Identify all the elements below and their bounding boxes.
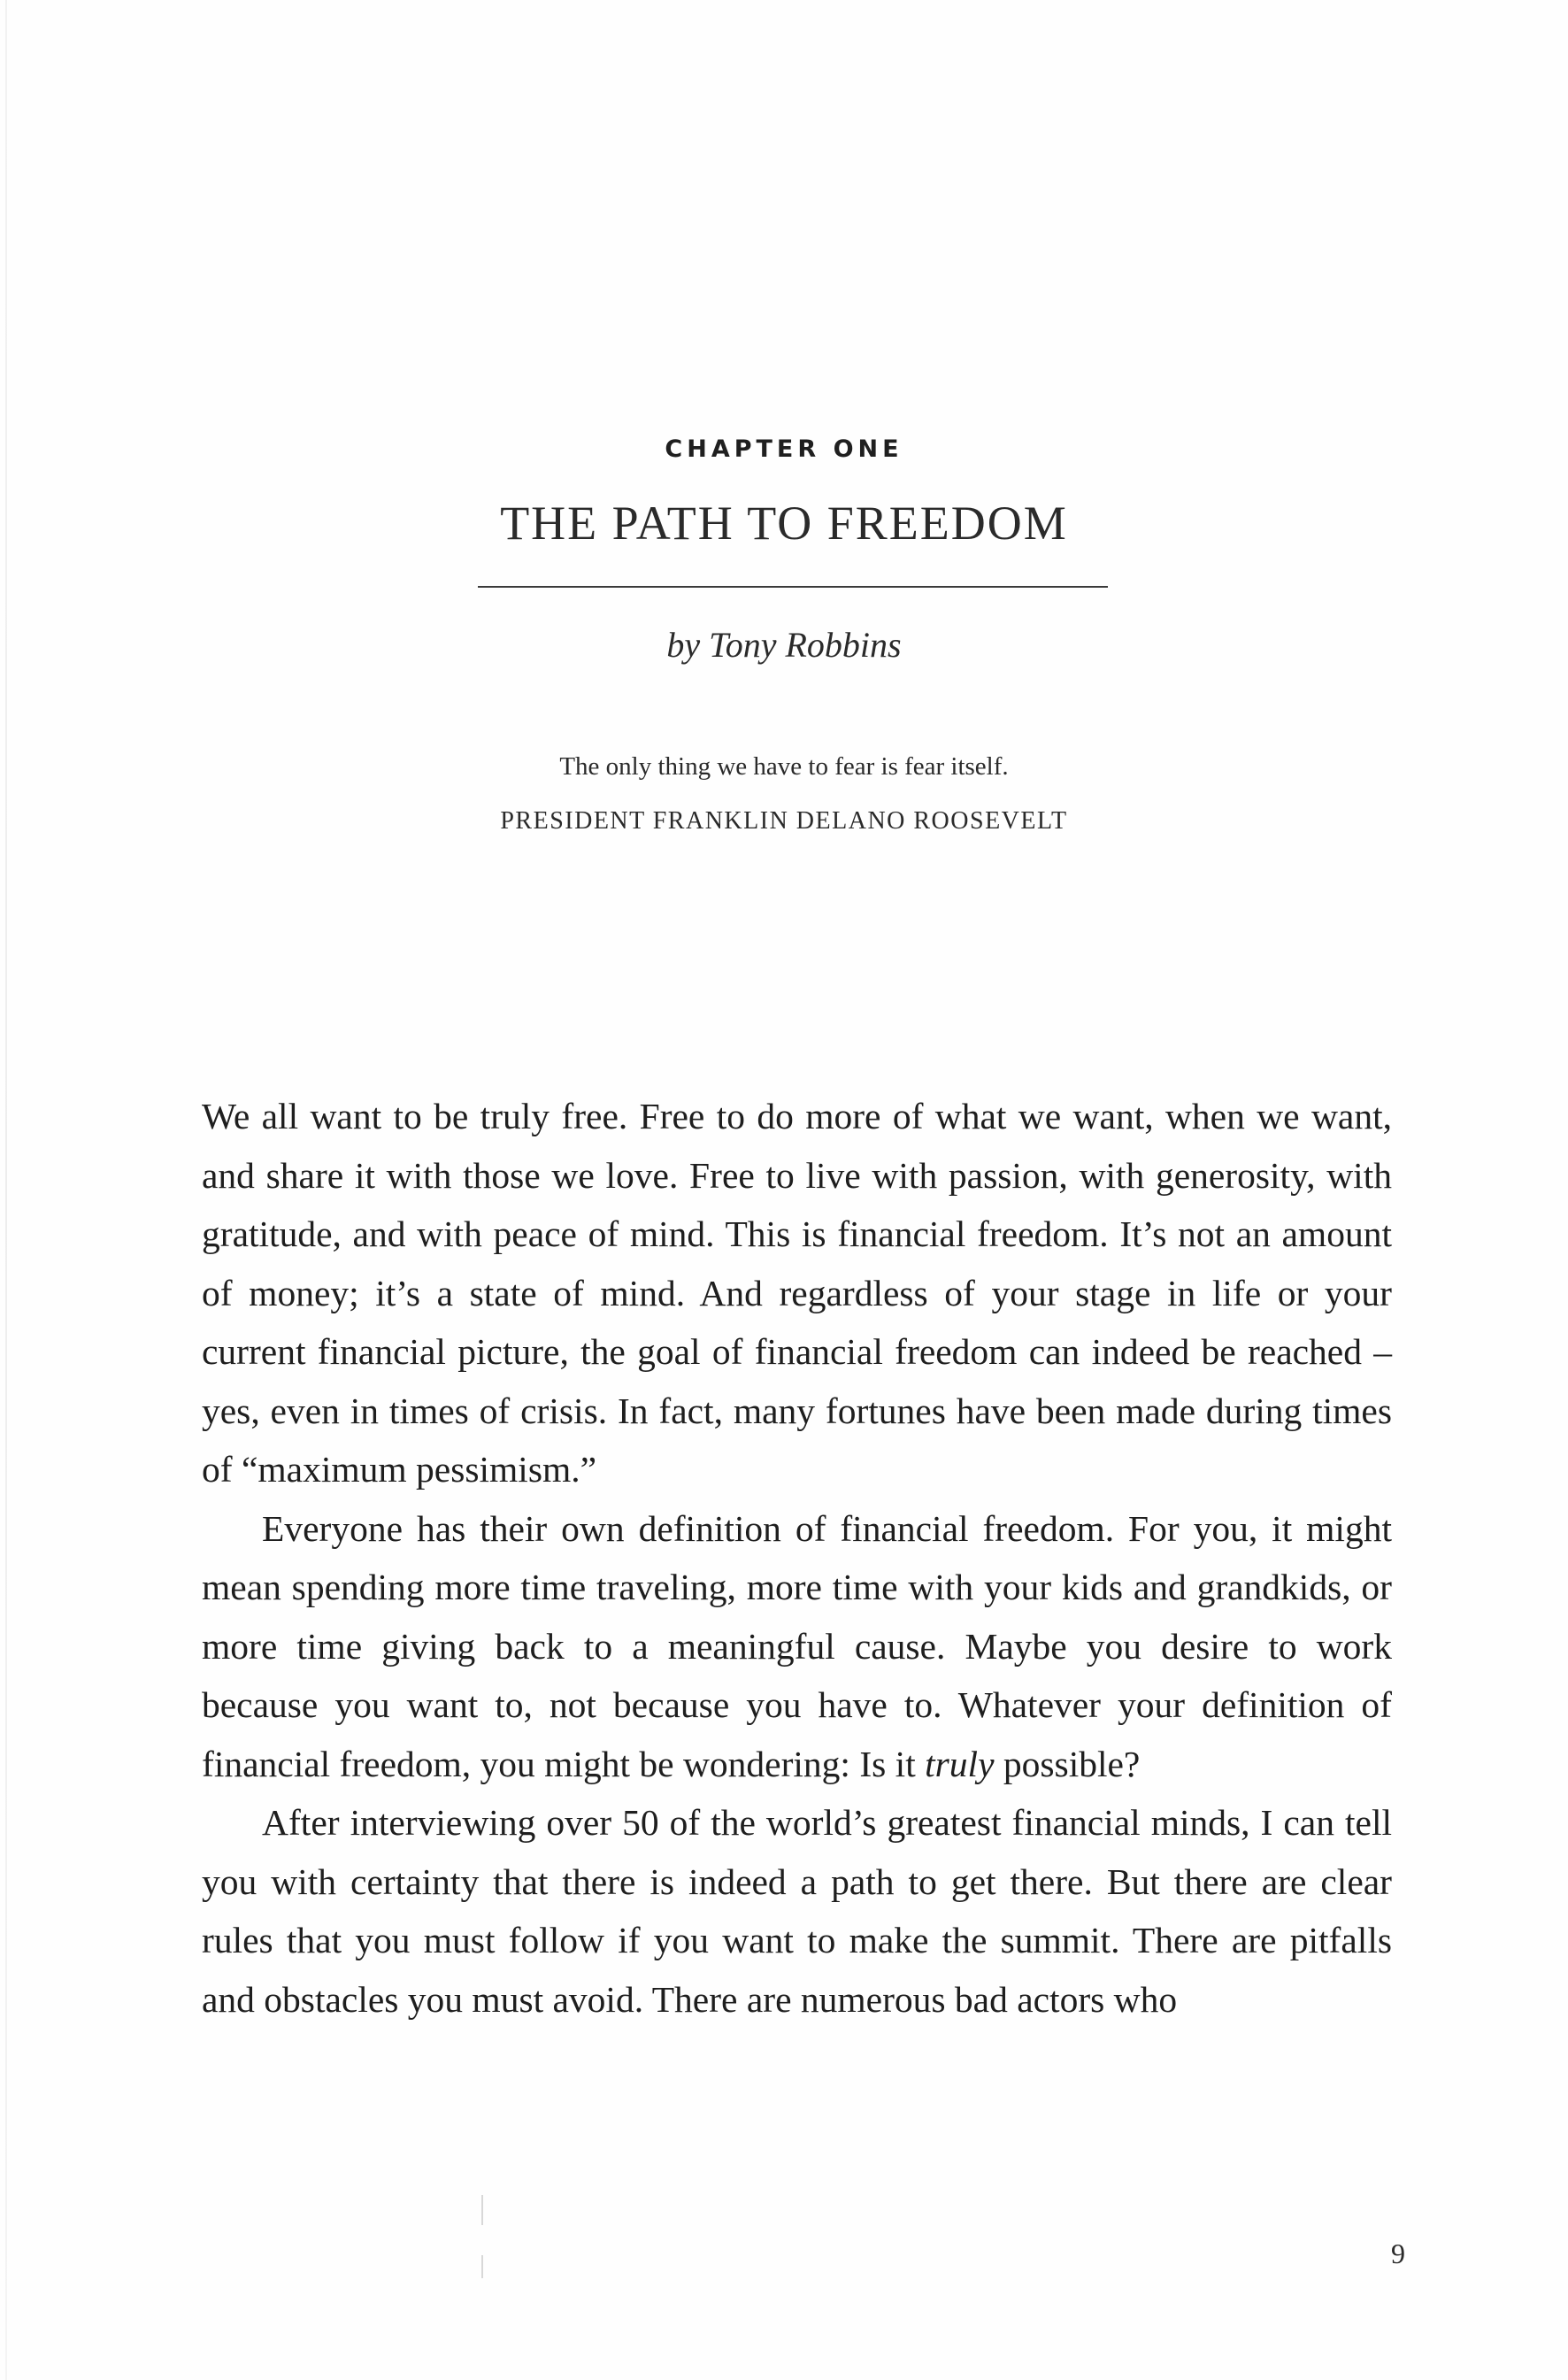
paragraph-1: We all want to be truly free. Free to do more of what we want, when we want, and share it with those we love. Free to live with passion, with generosity, with gratitude, and with peace of mind. This is financial freedom. It’s not an amount of money; it’s a state of mind. And regardless of your stage in life or your current financial picture, the goal of financial freedom can indeed be reached – yes, even in times of crisis. In fact, many fortunes have been made during times of “maximum pessimism.” <box>202 1096 1392 1490</box>
scan-mark <box>481 2255 483 2278</box>
paragraph-3: After interviewing over 50 of the world’s greatest financial minds, I can tell you with certainty that there is indeed a path to get there. But there are clear rules that you must follow if you want to make the summit. There are pitfalls and obstacles you must avoid. There are numerous bad actors who <box>202 1802 1392 2020</box>
paragraph-2-text: Everyone has their own definition of financial freedom. For you, it might mean spending more time traveling, more time with your kids and grandkids, or more time giving back to a meaningful cause. Maybe you desire to work because you want to, not because you have to. Whatever your definition of financial freedom, you might be wondering: Is it <box>202 1507 1392 1784</box>
chapter-label: CHAPTER ONE <box>665 435 903 463</box>
page-number: 9 <box>1391 2238 1405 2269</box>
body-text <box>202 1087 1392 2029</box>
author-name: Tony Robbins <box>709 625 902 665</box>
chapter-title: THE PATH TO FREEDOM <box>500 497 1068 550</box>
scan-mark <box>481 2195 483 2225</box>
epigraph-attribution: PRESIDENT FRANKLIN DELANO ROOSEVELT <box>500 807 1068 835</box>
paragraph-2-end: possible? <box>994 1743 1141 1784</box>
paragraph-2 <box>202 1499 1392 1794</box>
emphasis-truly: truly <box>925 1743 995 1784</box>
byline-prefix: by <box>666 625 710 665</box>
scan-edge <box>5 0 7 2380</box>
byline <box>0 624 1568 666</box>
title-divider <box>478 586 1108 588</box>
epigraph-quote: The only thing we have to fear is fear itself. <box>559 752 1009 781</box>
